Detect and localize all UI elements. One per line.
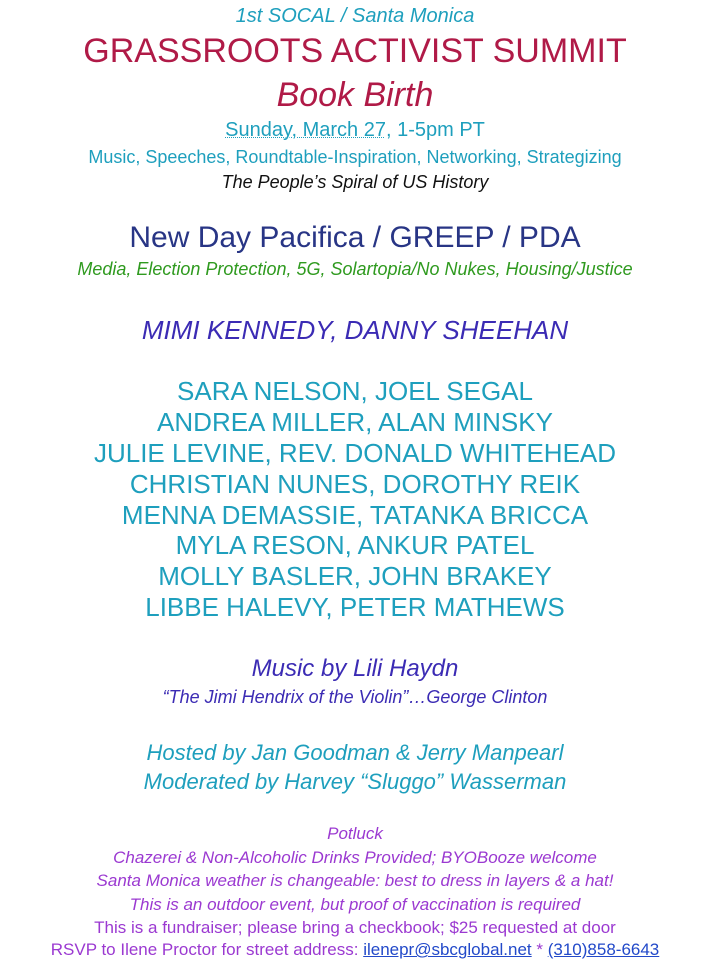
fundraiser-note: This is a fundraiser; please bring a checkbook; $25 requested at door [94,918,616,937]
speaker-pair: MYLA RESON, ANKUR PATEL [175,530,535,560]
event-date: Sunday, March 27 [225,119,386,141]
moderated-by: Moderated by Harvey “Sluggo” Wasserman [143,769,567,794]
speaker-pair: ANDREA MILLER, ALAN MINSKY [157,407,553,437]
event-datetime [0,119,710,142]
rsvp-email-link[interactable]: ilenepr@sbcglobal.net [363,940,532,959]
weather-note: Santa Monica weather is changeable: best to dress in layers & a hat! [96,871,614,890]
rsvp-line [0,940,710,960]
event-time: , 1-5pm PT [385,119,485,141]
potluck-label: Potluck [327,824,383,843]
vaccination-note: This is an outdoor event, but proof of vaccination is required [129,895,581,914]
event-title: GRASSROOTS ACTIVIST SUMMIT [83,32,627,70]
rsvp-text: RSVP to Ilene Proctor for street address: [50,940,364,959]
book-tagline: The People’s Spiral of US History [221,172,489,192]
rsvp-separator: * [531,940,548,959]
speaker-pair: MOLLY BASLER, JOHN BRAKEY [158,561,552,591]
speaker-pair: MENNA DEMASSIE, TATANKA BRICCA [121,500,589,530]
event-subtitle: 1st SOCAL / Santa Monica [235,5,475,27]
speaker-pair: JULIE LEVINE, REV. DONALD WHITEHEAD [93,438,617,468]
hosted-by: Hosted by Jan Goodman & Jerry Manpearl [146,740,564,765]
drinks-note: Chazerei & Non-Alcoholic Drinks Provided; BYOBooze welcome [113,848,597,867]
music-line: Music by Lili Haydn [251,655,459,682]
event-activities: Music, Speeches, Roundtable-Inspiration, Networking, Strategizing [88,147,622,167]
book-title: Book Birth [276,76,434,114]
featured-speakers: MIMI KENNEDY, DANNY SHEEHAN [141,315,569,345]
organizers-names: New Day Pacifica / GREEP / PDA [129,221,581,254]
rsvp-phone-link[interactable]: (310)858-6643 [547,940,660,959]
organizers-topics: Media, Election Protection, 5G, Solartopia/No Nukes, Housing/Justice [77,259,633,279]
speaker-pair: CHRISTIAN NUNES, DOROTHY REIK [129,469,581,499]
music-quote: “The Jimi Hendrix of the Violin”…George Clinton [162,687,548,707]
speaker-pair: SARA NELSON, JOEL SEGAL [177,376,533,406]
speaker-pair: LIBBE HALEVY, PETER MATHEWS [145,592,565,622]
